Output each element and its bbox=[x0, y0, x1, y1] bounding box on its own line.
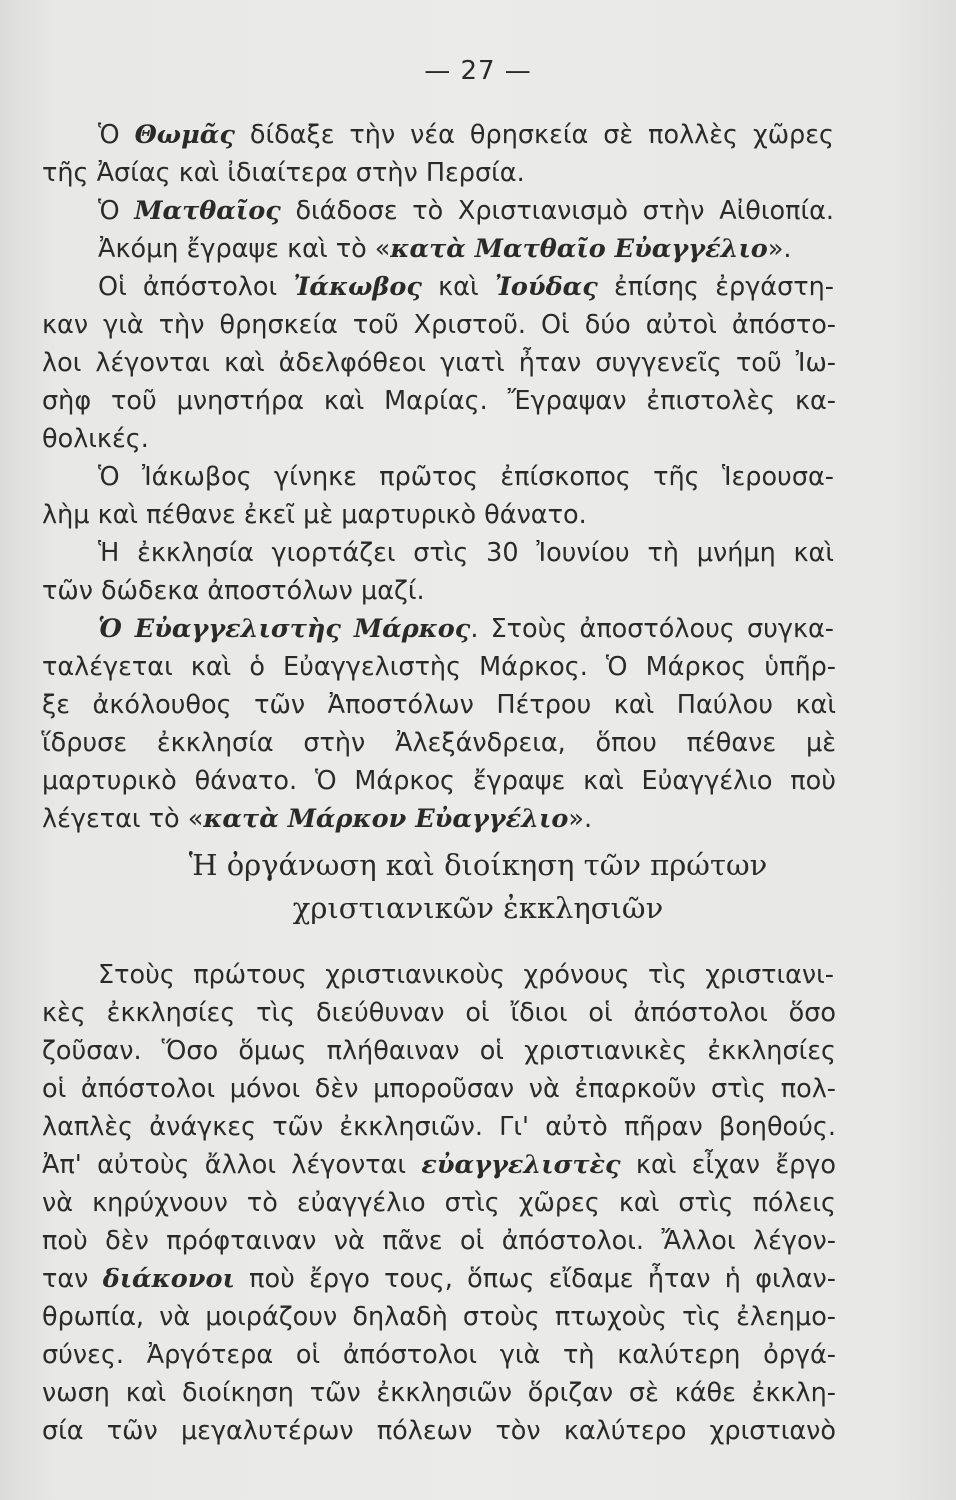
text-line-9: θολικές. bbox=[42, 424, 149, 454]
text-line-27: ποὺ δὲν πρόφταιναν νὰ πᾶνε οἱ ἀπόστολοι. Ἄλλοι λέγον- bbox=[42, 1226, 836, 1256]
page-number: — 27 — bbox=[424, 56, 532, 86]
text-line-4: Ἀκόμη ἔγραψε καὶ τὸ «κατὰ Ματθαῖο Εὐαγγέλιο». bbox=[98, 234, 792, 264]
name-matthew: Ματθαῖος bbox=[134, 196, 281, 226]
text-line-24: λαπλὲς ἀνάγκες τῶν ἐκκλησιῶν. Γι' αὐτὸ πῆραν βοηθούς. bbox=[42, 1112, 836, 1142]
term-evangelists: εὐαγγελιστὲς bbox=[421, 1150, 621, 1180]
text-line-20: Στοὺς πρώτους χριστιανικοὺς χρόνους τὶς χριστιανι- bbox=[98, 960, 834, 990]
name-james: Ἰάκωβος bbox=[293, 272, 422, 302]
text-line-15: ταλέγεται καὶ ὁ Εὐαγγελιστὴς Μάρκος. Ὁ Μάρκος ὑπῆρ- bbox=[42, 652, 836, 682]
name-judas: Ἰούδας bbox=[494, 272, 598, 302]
text-line-16: ξε ἀκόλουθος τῶν Ἀποστόλων Πέτρου καὶ Παύλου καὶ bbox=[42, 690, 836, 720]
term-deacons: διάκονοι bbox=[102, 1264, 235, 1294]
text-line-17: ἵδρυσε ἐκκλησία στὴν Ἀλεξάνδρεια, ὅπου πέθανε μὲ bbox=[42, 728, 836, 758]
section-heading-line-1: Ἡ ὀργάνωση καὶ διοίκηση τῶν πρώτων bbox=[188, 848, 768, 882]
name-thomas: Θωμᾶς bbox=[134, 120, 235, 150]
title-gospel-mark: κατὰ Μάρκον Εὐαγγέλιο bbox=[203, 804, 569, 834]
text-line-21: κὲς ἐκκλησίες τὶς διεύθυναν οἱ ἴδιοι οἱ ἀπόστολοι ὅσο bbox=[42, 998, 836, 1028]
text-line-18: μαρτυρικὸ θάνατο. Ὁ Μάρκος ἔγραψε καὶ Εὐαγγέλιο ποὺ bbox=[42, 766, 836, 796]
text-line-25: Ἀπ' αὐτοὺς ἄλλοι λέγονται εὐαγγελιστὲς καὶ εἶχαν ἔργο bbox=[42, 1150, 836, 1180]
text-line-19: λέγεται τὸ «κατὰ Μάρκον Εὐαγγέλιο». bbox=[42, 804, 593, 834]
text-line-29: θρωπία, νὰ μοιράζουν δηλαδὴ στοὺς πτωχοὺς τὶς ἐλεημο- bbox=[42, 1302, 836, 1332]
text-line-13: τῶν δώδεκα ἀποστόλων μαζί. bbox=[42, 576, 425, 606]
text-line-14: Ὁ Εὐαγγελιστὴς Μάρκος. Στοὺς ἀποστόλους συγκα- bbox=[98, 614, 834, 644]
text-line-11: λὴμ καὶ πέθανε ἐκεῖ μὲ μαρτυρικὸ θάνατο. bbox=[42, 500, 587, 530]
section-heading-line-2: χριστιανικῶν ἐκκλησιῶν bbox=[292, 891, 664, 925]
text-line-32: σία τῶν μεγαλυτέρων πόλεων τὸν καλύτερο χριστιανὸ bbox=[42, 1416, 836, 1446]
text-line-2: τῆς Ἀσίας καὶ ἰδιαίτερα στὴν Περσία. bbox=[42, 158, 525, 188]
text-line-22: ζοῦσαν. Ὅσο ὅμως πλήθαιναν οἱ χριστιανικὲς ἐκκλησίες bbox=[42, 1036, 836, 1066]
text-line-1: Ὁ Θωμᾶς δίδαξε τὴν νέα θρησκεία σὲ πολλὲς χῶρες bbox=[98, 120, 834, 150]
text-line-31: νωση καὶ διοίκηση τῶν ἐκκλησιῶν ὅριζαν σὲ κάθε ἐκκλη- bbox=[42, 1378, 836, 1408]
text-line-8: σὴφ τοῦ μνηστήρα καὶ Μαρίας. Ἔγραψαν ἐπιστολὲς κα- bbox=[42, 386, 836, 416]
text-line-5: Οἱ ἀπόστολοι Ἰάκωβος καὶ Ἰούδας ἐπίσης ἐργάστη- bbox=[98, 272, 834, 302]
text-line-26: νὰ κηρύχνουν τὸ εὐαγγέλιο στὶς χῶρες καὶ στὶς πόλεις bbox=[42, 1188, 836, 1218]
text-line-23: οἱ ἀπόστολοι μόνοι δὲν μποροῦσαν νὰ ἐπαρκοῦν στὶς πολ- bbox=[42, 1074, 836, 1104]
text-line-28: ταν διάκονοι ποὺ ἔργο τους, ὅπως εἴδαμε ἦταν ἡ φιλαν- bbox=[42, 1264, 836, 1294]
text-line-10: Ὁ Ἰάκωβος γίνηκε πρῶτος ἐπίσκοπος τῆς Ἱερουσα- bbox=[98, 462, 834, 492]
text-line-7: λοι λέγονται καὶ ἀδελφόθεοι γιατὶ ἦταν συγγενεῖς τοῦ Ἰω- bbox=[42, 348, 836, 378]
text-line-6: καν γιὰ τὴν θρησκεία τοῦ Χριστοῦ. Οἱ δύο αὐτοὶ ἀπόστο- bbox=[42, 310, 836, 340]
text-line-12: Ἡ ἐκκλησία γιορτάζει στὶς 30 Ἰουνίου τὴ μνήμη καὶ bbox=[98, 538, 834, 568]
subheading-mark: Ὁ Εὐαγγελιστὴς Μάρκος bbox=[98, 614, 471, 644]
text-line-30: σύνες. Ἀργότερα οἱ ἀπόστολοι γιὰ τὴ καλύτερη ὀργά- bbox=[42, 1340, 836, 1370]
text-line-3: Ὁ Ματθαῖος διάδοσε τὸ Χριστιανισμὸ στὴν Αἰθιοπία. bbox=[98, 196, 835, 226]
title-gospel-matthew: κατὰ Ματθαῖο Εὐαγγέλιο bbox=[390, 234, 768, 264]
